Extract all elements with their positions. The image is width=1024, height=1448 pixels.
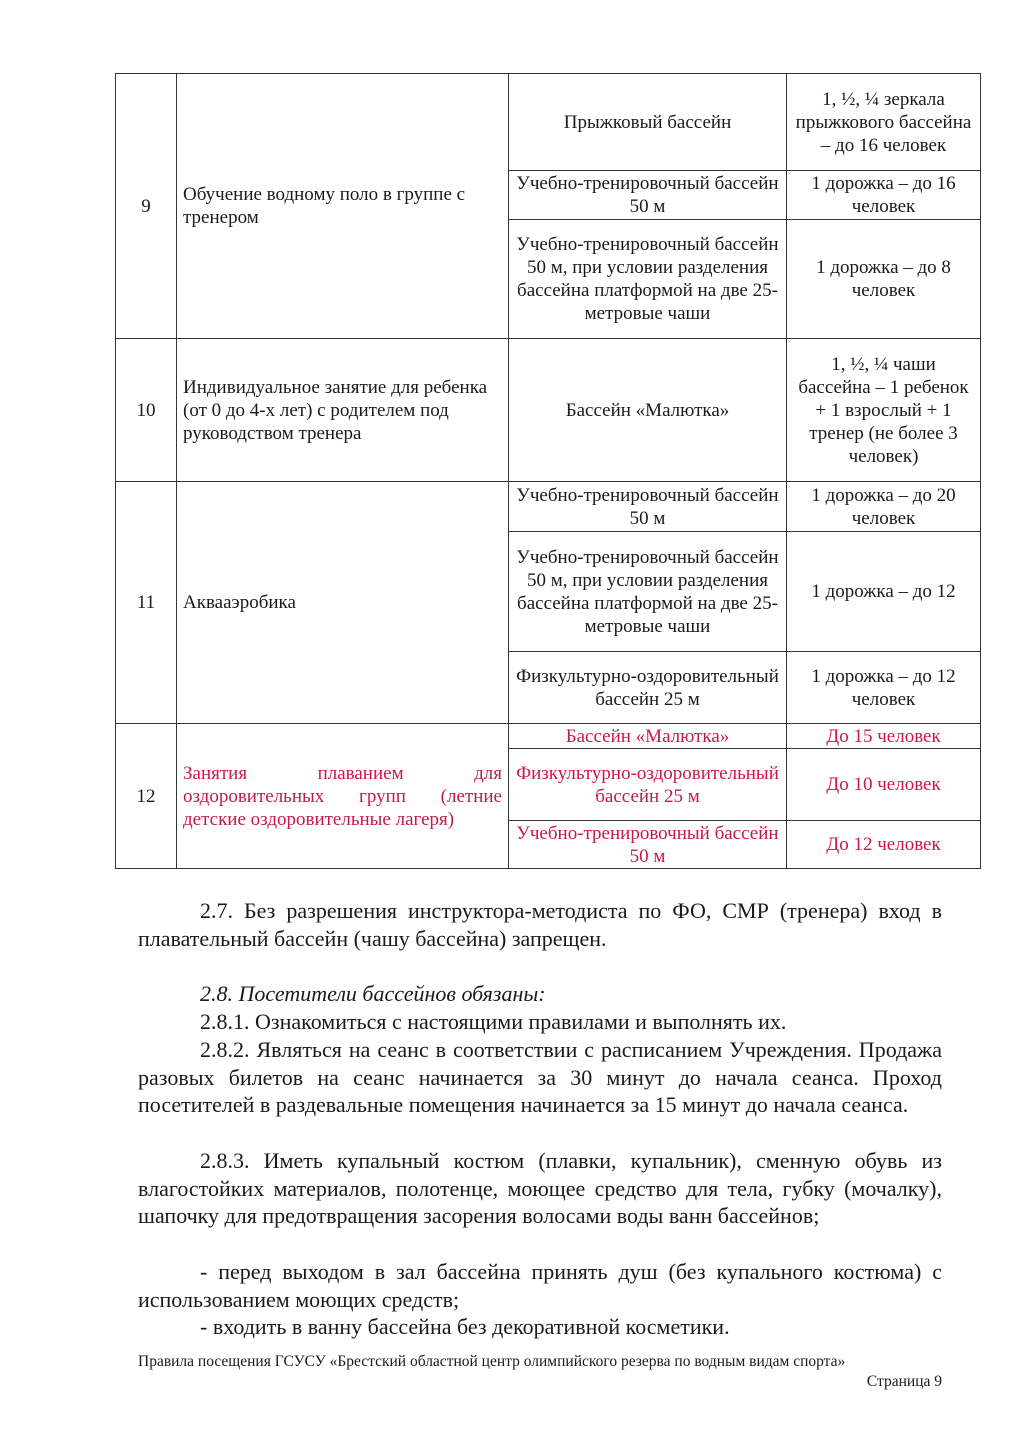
activity-name: Аквааэробика [177,482,509,724]
paragraph-2-7: 2.7. Без разрешения инструктора-методиста по ФО, СМР (тренера) вход в плавательный бассейн (чашу бассейна) запрещен. [138,898,942,951]
row-number: 11 [116,482,177,724]
row-number: 12 [116,724,177,869]
pool-name: Прыжковый бассейн [509,74,787,171]
activity-name: Обучение водному поло в группе с тренером [177,74,509,339]
bullet-shower: - перед выходом в зал бассейна принять душ (без купального костюма) с использованием моющих средств; [138,1259,942,1312]
paragraph-2-8-2: 2.8.2. Являться на сеанс в соответствии с расписанием Учреждения. Продажа разовых билетов на сеанс начинается за 30 минут до начала сеанса. Проход посетителей в раздевальные помещения начинается за 15 минут до начала сеанса. [138,1037,942,1117]
paragraph-2-8-1: 2.8.1. Ознакомиться с настоящими правилами и выполнять их. [200,1009,787,1034]
page-number: Страница 9 [866,1373,942,1390]
pool-name: Бассейн «Малютка» [509,724,787,749]
capacity: 1 дорожка – до 16 человек [787,171,981,220]
capacity: 1 дорожка – до 12 человек [787,652,981,724]
pool-name: Учебно-тренировочный бассейн 50 м [509,821,787,869]
pool-name: Физкультурно-оздоровительный бассейн 25 м [509,749,787,821]
capacity: До 15 человек [787,724,981,749]
pool-name: Бассейн «Малютка» [509,339,787,482]
activity-name: Индивидуальное занятие для ребенка (от 0 до 4-х лет) с родителем под руководством тренера [177,339,509,482]
table-row [116,724,981,749]
pool-name: Физкультурно-оздоровительный бассейн 25 м [509,652,787,724]
pool-name: Учебно-тренировочный бассейн 50 м, при условии разделения бассейна платформой на две 25-метровые чаши [509,220,787,339]
capacity: 1 дорожка – до 8 человек [787,220,981,339]
capacity: 1, ½, ¼ зеркала прыжкового бассейна – до 16 человек [787,74,981,171]
capacity: 1 дорожка – до 20 человек [787,482,981,532]
capacity: До 10 человек [787,749,981,821]
paragraph-2-8-heading: 2.8. Посетители бассейнов обязаны: [200,981,546,1006]
pool-name: Учебно-тренировочный бассейн 50 м, при условии разделения бассейна платформой на две 25-метровые чаши [509,532,787,652]
rules-table [115,73,981,869]
pool-name: Учебно-тренировочный бассейн 50 м [509,171,787,220]
capacity: 1, ½, ¼ чаши бассейна – 1 ребенок + 1 взрослый + 1 тренер (не более 3 человек) [787,339,981,482]
table-row [116,339,981,482]
capacity: 1 дорожка – до 12 [787,532,981,652]
paragraph-2-8-3: 2.8.3. Иметь купальный костюм (плавки, купальник), сменную обувь из влагостойких материалов, полотенце, моющее средство для тела, губку (мочалку), шапочку для предотвращения засорения волосами воды ванн бассейнов; [138,1148,942,1228]
activity-name: Занятия плаванием для оздоровительных групп (летние детские оздоровительные лагеря) [177,724,509,869]
pool-name: Учебно-тренировочный бассейн 50 м [509,482,787,532]
bullet-cosmetics: - входить в ванну бассейна без декоративной косметики. [200,1314,730,1339]
footer-title: Правила посещения ГСУСУ «Брестский областной центр олимпийского резерва по водным видам спорта» [138,1353,846,1370]
table-row [116,74,981,171]
row-number: 9 [116,74,177,339]
page-footer [138,1352,942,1392]
capacity: До 12 человек [787,821,981,869]
table-row [116,482,981,532]
row-number: 10 [116,339,177,482]
